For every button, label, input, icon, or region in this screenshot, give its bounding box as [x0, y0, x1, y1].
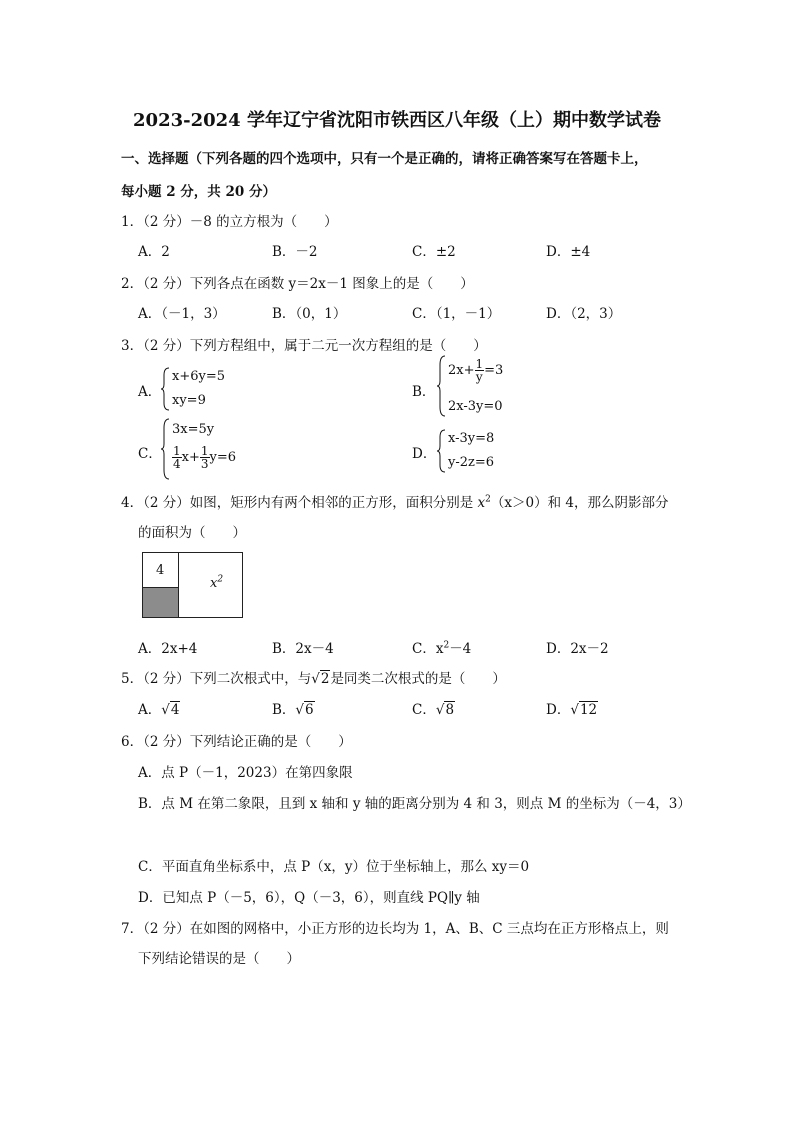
section-header-line2: 每小题 2 分，共 20 分）	[121, 184, 276, 200]
q3-option-b-label[interactable]: B．	[412, 384, 436, 400]
question-1-stem: 1．（2 分）－8 的立方根为（ ）	[121, 214, 338, 230]
q3-c-fraction-2	[200, 445, 210, 470]
q3-option-b-eq1	[448, 358, 503, 383]
q4-figure-label-x2	[210, 576, 223, 591]
q3-option-d-eq1: x-3y=8	[448, 431, 495, 446]
q4-figure-exp: 2	[217, 574, 224, 585]
q1-option-c[interactable]: C．±2	[412, 244, 456, 260]
q3-option-d-eq2: y-2z=6	[448, 455, 495, 470]
q4-stem-exp: 2	[485, 494, 491, 505]
q3-option-a-brace	[160, 367, 170, 411]
q5-option-a[interactable]	[138, 698, 180, 718]
q5-option-d-radical: √12	[570, 702, 598, 718]
q3-option-b-brace	[436, 355, 446, 417]
q5-option-d-radicand: 12	[579, 702, 598, 718]
q3-option-b-eq2: 2x-3y=0	[448, 399, 503, 414]
question-5-stem	[121, 667, 506, 687]
q5-option-d[interactable]	[546, 698, 598, 718]
q4-option-c-tail: －4	[449, 641, 472, 657]
q5-option-b-radicand: 6	[305, 702, 314, 718]
q3-c-f2-num: 1	[200, 444, 209, 458]
q3-c-mid: x+	[181, 450, 200, 465]
q4-figure-label-4: 4	[156, 563, 165, 578]
q4-option-b[interactable]: B．2x－4	[272, 641, 334, 657]
q5-option-c[interactable]	[412, 698, 455, 718]
q4-stem-part-b: （x＞0）和 4，那么阴影部分	[490, 495, 669, 511]
q5-option-a-radicand: 4	[170, 702, 180, 718]
q5-option-a-radical: √4	[161, 702, 180, 718]
q3-b-fraction-den: y	[475, 370, 483, 384]
q4-figure	[142, 552, 243, 618]
question-7-stem-line2: 下列结论错误的是（ ）	[138, 951, 300, 967]
q3-b-eq1-part-a: 2x+	[448, 363, 475, 378]
q4-option-c-x: C．x	[412, 641, 444, 657]
question-7-stem: 7．（2 分）在如图的网格中，小正方形的边长均为 1，A、B、C 三点均在正方形格点上，则	[121, 921, 669, 937]
q2-option-b[interactable]: B．（0，1）	[272, 306, 347, 322]
q4-option-c-exp: 2	[443, 640, 450, 651]
q3-c-f1-num: 1	[173, 444, 181, 458]
q4-stem-x: x	[477, 495, 486, 511]
q5-stem-part-a: 5．（2 分）下列二次根式中，与	[121, 671, 312, 687]
q3-option-a-eq2: xy=9	[172, 393, 206, 408]
q3-b-fraction-num: 1	[475, 357, 484, 371]
q5-option-c-radical: √8	[435, 702, 455, 718]
q4-option-c[interactable]	[412, 637, 471, 657]
q2-option-d[interactable]: D．（2，3）	[546, 306, 622, 322]
q2-option-a[interactable]: A．（－1，3）	[138, 306, 226, 322]
q3-option-c-eq2	[172, 445, 236, 470]
q3-c-fraction-1	[172, 445, 182, 470]
question-4-stem	[121, 491, 668, 511]
q3-option-c-brace	[160, 418, 170, 480]
q3-option-a-label[interactable]: A．	[138, 384, 162, 400]
q3-b-fraction	[475, 358, 485, 383]
q5-option-b-radical: √6	[295, 702, 314, 718]
q1-option-b[interactable]: B．－2	[272, 244, 318, 260]
q5-stem-radicand: 2	[320, 671, 330, 687]
q3-option-d-brace	[436, 429, 446, 473]
q2-option-c[interactable]: C．（1，－1）	[412, 306, 501, 322]
q5-option-c-label: C．	[412, 702, 436, 718]
q1-option-a[interactable]: A．2	[138, 244, 170, 260]
q3-c-f2-den: 3	[200, 457, 209, 471]
q5-option-b-label: B．	[272, 702, 296, 718]
q6-option-a[interactable]: A．点 P（－1，2023）在第四象限	[138, 765, 353, 781]
q5-option-a-label: A．	[138, 702, 162, 718]
q4-stem-part-a: 4．（2 分）如图，矩形内有两个相邻的正方形，面积分别是	[121, 495, 478, 511]
q6-option-b[interactable]: B．点 M 在第二象限，且到 x 轴和 y 轴的距离分别为 4 和 3，则点 M 的坐标为（－4，3）	[138, 796, 691, 812]
q6-option-d[interactable]: D．已知点 P（－5，6），Q（－3，6），则直线 PQ∥y 轴	[138, 890, 480, 906]
q3-option-d-label[interactable]: D．	[412, 446, 437, 462]
q5-option-c-radicand: 8	[445, 702, 455, 718]
q4-option-d[interactable]: D．2x－2	[546, 641, 609, 657]
question-6-stem: 6．（2 分）下列结论正确的是（ ）	[121, 734, 352, 750]
q3-c-tail: y=6	[209, 450, 237, 465]
question-3-stem: 3．（2 分）下列方程组中，属于二元一次方程组的是（ ）	[121, 338, 487, 354]
q6-option-c[interactable]: C．平面直角坐标系中，点 P（x，y）位于坐标轴上，那么 xy＝0	[138, 859, 530, 875]
q4-option-a[interactable]: A．2x+4	[138, 641, 198, 657]
section-header-line1: 一、选择题（下列各题的四个选项中，只有一个是正确的，请将正确答案写在答题卡上，	[121, 151, 648, 167]
q4-figure-shaded-region	[143, 588, 178, 617]
q3-c-f1-den: 4	[173, 457, 181, 471]
page-title: 2023-2024 学年辽宁省沈阳市铁西区八年级（上）期中数学试卷	[133, 110, 661, 131]
q5-option-b[interactable]	[272, 698, 315, 718]
q3-option-a-eq1: x+6y=5	[172, 369, 226, 384]
q5-stem-radical: √2	[311, 671, 330, 687]
q3-b-eq1-part-b: =3	[484, 363, 504, 378]
q4-figure-x: x	[210, 576, 218, 591]
q3-option-c-eq1: 3x=5y	[172, 422, 215, 437]
question-4-stem-line2: 的面积为（ ）	[138, 525, 246, 541]
q5-stem-part-b: 是同类二次根式的是（ ）	[330, 671, 506, 687]
q3-option-c-label[interactable]: C．	[138, 446, 162, 462]
question-2-stem: 2．（2 分）下列各点在函数 y＝2x－1 图象上的是（ ）	[121, 276, 474, 292]
q5-option-d-label: D．	[546, 702, 571, 718]
q1-option-d[interactable]: D．±4	[546, 244, 591, 260]
